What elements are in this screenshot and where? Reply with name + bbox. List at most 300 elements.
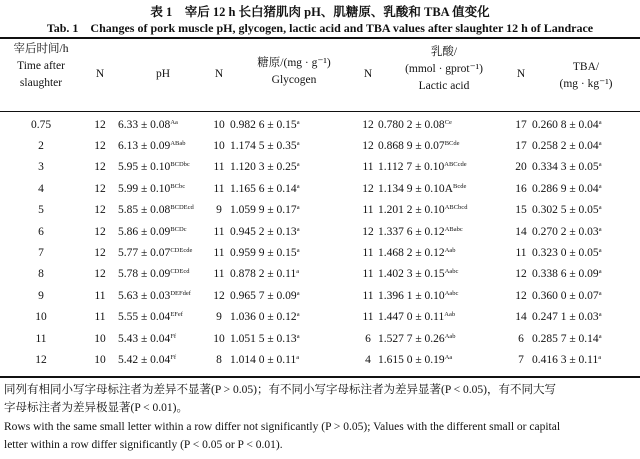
cell-n-tba: [510, 200, 532, 221]
cell-glycogen-significance-letters: a: [296, 289, 300, 297]
cell-n-ph-value: 10: [94, 332, 106, 345]
cell-ph-significance-letters: BCDc: [170, 225, 187, 233]
table-row: [0, 307, 640, 328]
cell-tba-value: 0.247 1 ± 0.03: [532, 311, 599, 324]
cell-lactic: [378, 328, 510, 349]
cell-glycogen: [230, 264, 358, 285]
cell-ph: [118, 242, 208, 263]
cell-tba-value: 0.302 5 ± 0.05: [532, 204, 599, 217]
cell-n-ph: [82, 135, 118, 156]
cell-glycogen-significance-letters: a: [296, 247, 300, 255]
cell-tba: [532, 178, 640, 199]
cell-n-glycogen-value: 12: [213, 289, 225, 302]
cell-time: [0, 200, 82, 221]
header-tba: [532, 59, 640, 93]
cell-n-glycogen-value: 11: [213, 225, 225, 238]
cell-time: [0, 114, 82, 135]
cell-lactic-value: 1.112 7 ± 0.10: [378, 161, 445, 174]
cell-n-glycogen: [208, 285, 230, 306]
cell-tba-value: 0.338 6 ± 0.09: [532, 268, 599, 281]
header-n-2: N: [214, 68, 224, 80]
cell-n-lactic: [358, 157, 378, 178]
cell-lactic-value: 1.201 2 ± 0.10: [378, 204, 445, 217]
cell-time-value: 0.75: [30, 118, 52, 131]
cell-lactic: [378, 114, 510, 135]
cell-glycogen: [230, 135, 358, 156]
cell-n-ph: [82, 328, 118, 349]
bottom-rule: [0, 376, 640, 378]
cell-n-glycogen: [208, 178, 230, 199]
cell-lactic: [378, 242, 510, 263]
cell-tba-significance-letters: a: [598, 268, 602, 276]
cell-time-value: 10: [35, 311, 47, 324]
cell-lactic: [378, 307, 510, 328]
cell-tba-value: 0.260 8 ± 0.04: [532, 118, 599, 131]
cell-time-value: 9: [38, 289, 44, 302]
cell-n-glycogen-value: 9: [216, 311, 222, 324]
cell-lactic-significance-letters: ABCbcd: [444, 204, 468, 212]
cell-time: [0, 178, 82, 199]
cell-lactic-significance-letters: BCde: [444, 140, 460, 148]
cell-glycogen-significance-letters: a: [296, 140, 300, 148]
cell-tba-significance-letters: a: [598, 161, 602, 169]
cell-lactic: [378, 221, 510, 242]
cell-tba: [532, 157, 640, 178]
table-body: [0, 114, 640, 371]
cell-ph: [118, 328, 208, 349]
cell-lactic-significance-letters: Aab: [444, 311, 456, 319]
cell-n-ph-value: 12: [94, 182, 106, 195]
cell-tba: [532, 114, 640, 135]
cell-tba-value: 0.323 0 ± 0.05: [532, 247, 599, 260]
cell-ph-value: 5.95 ± 0.10: [118, 161, 171, 174]
cell-time: [0, 285, 82, 306]
cell-glycogen-significance-letters: a: [296, 225, 300, 233]
cell-lactic-significance-letters: Aab: [444, 332, 456, 340]
cell-n-ph-value: 12: [94, 225, 106, 238]
header-rule: [0, 111, 640, 112]
cell-glycogen-value: 0.959 9 ± 0.15: [230, 247, 297, 260]
cell-tba-significance-letters: a: [598, 118, 602, 126]
cell-glycogen: [230, 157, 358, 178]
cell-n-glycogen: [208, 242, 230, 263]
cell-n-ph-value: 12: [94, 204, 106, 217]
cell-n-glycogen-value: 10: [213, 118, 225, 131]
cell-lactic: [378, 178, 510, 199]
header-ph: pH: [155, 68, 171, 80]
cell-n-tba: [510, 178, 532, 199]
cell-lactic-significance-letters: ABCcde: [444, 161, 467, 169]
cell-ph-value: 6.13 ± 0.09: [118, 140, 171, 153]
cell-tba-value: 0.360 0 ± 0.07: [532, 289, 599, 302]
table-title-en: Tab. 1 Changes of pork muscle pH, glycogen, lactic acid and TBA values after slaughter 12 h of Landrace: [46, 21, 594, 35]
cell-ph-significance-letters: BCDEcd: [170, 204, 194, 212]
header-tba-name: TBA/: [572, 61, 600, 73]
cell-n-tba-value: 12: [515, 289, 527, 302]
cell-ph-significance-letters: BCDbc: [170, 161, 190, 169]
cell-glycogen-value: 1.174 5 ± 0.35: [230, 140, 297, 153]
cell-n-glycogen: [208, 114, 230, 135]
cell-n-tba-value: 6: [518, 332, 524, 345]
cell-glycogen-value: 0.878 2 ± 0.11: [230, 268, 297, 281]
cell-ph-significance-letters: Aa: [170, 118, 178, 126]
cell-glycogen-significance-letters: a: [296, 268, 300, 276]
cell-tba-significance-letters: a: [598, 247, 602, 255]
cell-n-tba: [510, 328, 532, 349]
cell-n-glycogen-value: 11: [213, 268, 225, 281]
cell-n-tba: [510, 114, 532, 135]
table-row: [0, 157, 640, 178]
cell-time-value: 2: [38, 140, 44, 153]
cell-n-ph: [82, 349, 118, 370]
cell-time-value: 3: [38, 161, 44, 174]
cell-ph-significance-letters: Ff: [170, 332, 177, 340]
cell-n-lactic-value: 11: [362, 289, 374, 302]
cell-glycogen-value: 1.014 0 ± 0.11: [230, 353, 297, 366]
cell-lactic-value: 1.468 2 ± 0.12: [378, 247, 445, 260]
cell-ph-significance-letters: EFef: [170, 311, 183, 319]
cell-ph: [118, 285, 208, 306]
cell-ph: [118, 200, 208, 221]
cell-tba: [532, 264, 640, 285]
cell-n-ph: [82, 285, 118, 306]
cell-lactic-value: 0.780 2 ± 0.08: [378, 118, 445, 131]
cell-glycogen-value: 1.120 3 ± 0.25: [230, 161, 297, 174]
cell-time: [0, 157, 82, 178]
cell-tba: [532, 285, 640, 306]
cell-glycogen-value: 1.059 9 ± 0.17: [230, 204, 297, 217]
cell-n-glycogen: [208, 349, 230, 370]
cell-lactic-significance-letters: Aabc: [444, 289, 459, 297]
cell-n-lactic-value: 12: [362, 118, 374, 131]
cell-time-value: 6: [38, 225, 44, 238]
note-cn-2: 字母标注者为差异极显著(P < 0.01)。: [4, 402, 188, 414]
cell-n-tba-value: 16: [515, 182, 527, 195]
header-lactic-unit: (mmol · gprot⁻¹): [405, 63, 483, 75]
cell-ph: [118, 114, 208, 135]
header-n-4: N: [516, 68, 526, 80]
header-glycogen-en: Glycogen: [271, 74, 317, 86]
cell-n-tba-value: 7: [518, 353, 524, 366]
cell-n-lactic-value: 11: [362, 268, 374, 281]
cell-n-glycogen-value: 11: [213, 161, 225, 174]
cell-ph: [118, 349, 208, 370]
cell-glycogen: [230, 285, 358, 306]
cell-n-lactic-value: 12: [362, 182, 374, 195]
cell-n-glycogen: [208, 157, 230, 178]
cell-ph: [118, 264, 208, 285]
cell-ph: [118, 178, 208, 199]
cell-tba-significance-letters: a: [598, 140, 602, 148]
cell-tba: [532, 221, 640, 242]
cell-n-tba-value: 20: [515, 161, 527, 174]
cell-n-glycogen-value: 11: [213, 247, 225, 260]
cell-n-ph-value: 10: [94, 353, 106, 366]
cell-ph-value: 5.43 ± 0.04: [118, 332, 171, 345]
cell-time: [0, 264, 82, 285]
cell-glycogen-value: 1.051 5 ± 0.13: [230, 332, 297, 345]
cell-n-lactic: [358, 307, 378, 328]
cell-n-tba-value: 11: [515, 247, 527, 260]
cell-n-lactic: [358, 349, 378, 370]
cell-ph-significance-letters: BCbc: [170, 182, 186, 190]
table-row: [0, 135, 640, 156]
cell-time-value: 5: [38, 204, 44, 217]
note-cn-1: 同列有相同小写字母标注者为差异不显著(P > 0.05)；有不同小写字母标注者为差异显著(P < 0.05)，有不同大写: [4, 384, 556, 396]
cell-lactic-value: 1.396 1 ± 0.10: [378, 289, 445, 302]
table-row: [0, 328, 640, 349]
cell-n-tba: [510, 285, 532, 306]
cell-time-value: 12: [35, 353, 47, 366]
top-rule: [0, 37, 640, 39]
cell-n-lactic: [358, 135, 378, 156]
table-row: [0, 264, 640, 285]
cell-tba-significance-letters: a: [598, 204, 602, 212]
cell-glycogen-value: 1.165 6 ± 0.14: [230, 182, 297, 195]
cell-n-lactic: [358, 221, 378, 242]
cell-glycogen: [230, 200, 358, 221]
cell-lactic-value: 1.615 0 ± 0.19: [378, 353, 445, 366]
cell-n-glycogen-value: 10: [213, 140, 225, 153]
cell-time: [0, 349, 82, 370]
header-lactic-en: Lactic acid: [418, 80, 470, 92]
cell-ph-value: 5.77 ± 0.07: [118, 247, 171, 260]
cell-n-tba-value: 14: [515, 225, 527, 238]
cell-tba: [532, 328, 640, 349]
cell-lactic-value: 1.134 9 ± 0.10A: [378, 182, 453, 195]
cell-n-ph-value: 11: [94, 289, 106, 302]
cell-glycogen: [230, 328, 358, 349]
cell-glycogen-value: 0.982 6 ± 0.15: [230, 118, 297, 131]
note-en-2: letter within a row differ significantly (P < 0.05 or P < 0.01).: [4, 439, 283, 451]
cell-tba-significance-letters: a: [598, 289, 602, 297]
header-lactic: [378, 44, 510, 95]
cell-ph-value: 5.42 ± 0.04: [118, 353, 171, 366]
cell-n-tba-value: 12: [515, 268, 527, 281]
cell-n-glycogen-value: 10: [213, 332, 225, 345]
cell-n-ph-value: 12: [94, 268, 106, 281]
header-glycogen: [230, 55, 358, 89]
cell-n-lactic-value: 12: [362, 225, 374, 238]
cell-n-tba: [510, 221, 532, 242]
cell-lactic: [378, 157, 510, 178]
cell-n-lactic: [358, 200, 378, 221]
cell-lactic: [378, 200, 510, 221]
cell-n-tba-value: 17: [515, 140, 527, 153]
cell-n-lactic-value: 12: [362, 140, 374, 153]
cell-n-lactic: [358, 242, 378, 263]
table-row: [0, 242, 640, 263]
header-time-cn: 宰后时间/h: [13, 43, 69, 55]
cell-ph-value: 5.86 ± 0.09: [118, 225, 171, 238]
cell-n-tba-value: 14: [515, 311, 527, 324]
cell-n-ph: [82, 242, 118, 263]
cell-n-lactic-value: 11: [362, 161, 374, 174]
table-row: [0, 178, 640, 199]
cell-ph-significance-letters: CDEcd: [170, 268, 190, 276]
cell-n-lactic-value: 11: [362, 204, 374, 217]
cell-ph-value: 5.63 ± 0.03: [118, 289, 171, 302]
header-time-en-2: slaughter: [19, 77, 63, 89]
note-en-1: Rows with the same small letter within a row differ not significantly (P > 0.05); Values with the different small or capital: [4, 421, 561, 433]
cell-glycogen-significance-letters: a: [296, 353, 300, 361]
cell-n-glycogen-value: 9: [216, 204, 222, 217]
cell-lactic: [378, 135, 510, 156]
cell-glycogen-value: 0.965 7 ± 0.09: [230, 289, 297, 302]
cell-tba: [532, 307, 640, 328]
cell-glycogen-value: 0.945 2 ± 0.13: [230, 225, 297, 238]
cell-n-lactic: [358, 328, 378, 349]
cell-tba-value: 0.286 9 ± 0.04: [532, 182, 599, 195]
cell-glycogen-significance-letters: a: [296, 118, 300, 126]
cell-tba: [532, 349, 640, 370]
table-row: [0, 114, 640, 135]
cell-lactic-value: 1.402 3 ± 0.15: [378, 268, 445, 281]
cell-ph-value: 5.85 ± 0.08: [118, 204, 171, 217]
cell-n-lactic-value: 4: [365, 353, 371, 366]
cell-n-ph: [82, 114, 118, 135]
cell-n-ph-value: 12: [94, 118, 106, 131]
cell-lactic-significance-letters: ABabc: [444, 225, 463, 233]
cell-glycogen-significance-letters: a: [296, 161, 300, 169]
cell-n-lactic-value: 11: [362, 311, 374, 324]
cell-tba-value: 0.258 2 ± 0.04: [532, 140, 599, 153]
cell-time-value: 7: [38, 247, 44, 260]
cell-time: [0, 307, 82, 328]
cell-ph-significance-letters: ABab: [170, 140, 186, 148]
cell-time-value: 4: [38, 182, 44, 195]
cell-n-ph: [82, 178, 118, 199]
cell-lactic-significance-letters: Aa: [444, 353, 453, 361]
cell-n-lactic-value: 6: [365, 332, 371, 345]
cell-ph-value: 5.55 ± 0.04: [118, 311, 171, 324]
cell-n-ph-value: 12: [94, 247, 106, 260]
cell-glycogen: [230, 178, 358, 199]
cell-time-value: 11: [35, 332, 47, 345]
header-time: [0, 41, 82, 92]
cell-n-tba: [510, 157, 532, 178]
cell-ph: [118, 221, 208, 242]
cell-n-ph: [82, 200, 118, 221]
cell-n-tba-value: 17: [515, 118, 527, 131]
cell-n-ph-value: 12: [94, 140, 106, 153]
cell-lactic-value: 1.527 7 ± 0.26: [378, 332, 445, 345]
cell-n-tba: [510, 242, 532, 263]
cell-lactic-significance-letters: Bcde: [453, 182, 467, 190]
data-table: [0, 114, 640, 371]
table-row: [0, 285, 640, 306]
cell-ph: [118, 157, 208, 178]
cell-n-ph: [82, 264, 118, 285]
cell-n-lactic: [358, 178, 378, 199]
cell-glycogen-significance-letters: a: [296, 332, 300, 340]
cell-n-glycogen: [208, 200, 230, 221]
cell-n-ph: [82, 157, 118, 178]
cell-ph: [118, 307, 208, 328]
cell-ph-significance-letters: DEFdef: [170, 289, 191, 297]
table-row: [0, 349, 640, 370]
cell-glycogen-significance-letters: a: [296, 182, 300, 190]
cell-time-value: 8: [38, 268, 44, 281]
cell-n-tba: [510, 264, 532, 285]
cell-ph-value: 6.33 ± 0.08: [118, 118, 171, 131]
cell-n-ph: [82, 307, 118, 328]
cell-n-tba: [510, 135, 532, 156]
cell-lactic-value: 0.868 9 ± 0.07: [378, 140, 445, 153]
cell-n-lactic: [358, 264, 378, 285]
header-glycogen-unit: 糖原/(mg · g⁻¹): [257, 57, 331, 69]
cell-n-glycogen: [208, 307, 230, 328]
cell-n-glycogen-value: 11: [213, 182, 225, 195]
cell-tba-significance-letters: a: [598, 225, 602, 233]
cell-tba-value: 0.416 3 ± 0.11: [532, 353, 599, 366]
cell-lactic-value: 1.447 0 ± 0.11: [378, 311, 445, 324]
cell-time: [0, 328, 82, 349]
cell-n-glycogen-value: 8: [216, 353, 222, 366]
cell-lactic-value: 1.337 6 ± 0.12: [378, 225, 445, 238]
cell-tba-significance-letters: a: [598, 182, 602, 190]
cell-n-glycogen: [208, 264, 230, 285]
cell-tba: [532, 200, 640, 221]
header-n-1: N: [95, 68, 105, 80]
cell-ph-value: 5.99 ± 0.10: [118, 182, 171, 195]
cell-ph: [118, 135, 208, 156]
header-tba-unit: (mg · kg⁻¹): [559, 78, 613, 90]
cell-n-glycogen: [208, 328, 230, 349]
cell-lactic: [378, 285, 510, 306]
cell-n-ph-value: 12: [94, 161, 106, 174]
cell-lactic: [378, 264, 510, 285]
cell-n-ph-value: 11: [94, 311, 106, 324]
header-time-en-1: Time after: [17, 60, 65, 72]
cell-glycogen: [230, 307, 358, 328]
cell-glycogen-significance-letters: a: [296, 311, 300, 319]
cell-n-tba: [510, 307, 532, 328]
cell-tba: [532, 135, 640, 156]
cell-tba-value: 0.285 7 ± 0.14: [532, 332, 599, 345]
cell-glycogen-value: 1.036 0 ± 0.12: [230, 311, 297, 324]
cell-ph-value: 5.78 ± 0.09: [118, 268, 171, 281]
cell-tba-value: 0.334 3 ± 0.05: [532, 161, 599, 174]
cell-lactic: [378, 349, 510, 370]
table-row: [0, 200, 640, 221]
cell-n-glycogen: [208, 221, 230, 242]
cell-lactic-significance-letters: Aab: [444, 247, 456, 255]
cell-n-lactic: [358, 285, 378, 306]
cell-lactic-significance-letters: Aabc: [444, 268, 459, 276]
table-title-cn: 表 1 宰后 12 h 长白猪肌肉 pH、肌糖原、乳酸和 TBA 值变化: [150, 5, 490, 19]
cell-ph-significance-letters: CDEcde: [170, 247, 193, 255]
cell-tba-significance-letters: a: [598, 332, 602, 340]
cell-lactic-significance-letters: Ce: [444, 118, 452, 126]
cell-tba-value: 0.270 2 ± 0.03: [532, 225, 599, 238]
cell-glycogen-significance-letters: a: [296, 204, 300, 212]
cell-n-lactic: [358, 114, 378, 135]
cell-tba-significance-letters: a: [598, 311, 602, 319]
cell-n-lactic-value: 11: [362, 247, 374, 260]
cell-glycogen: [230, 221, 358, 242]
cell-n-tba: [510, 349, 532, 370]
cell-time: [0, 221, 82, 242]
cell-glycogen: [230, 114, 358, 135]
header-n-3: N: [363, 68, 373, 80]
cell-n-glycogen: [208, 135, 230, 156]
cell-glycogen: [230, 242, 358, 263]
cell-tba: [532, 242, 640, 263]
table-row: [0, 221, 640, 242]
cell-n-ph: [82, 221, 118, 242]
cell-glycogen: [230, 349, 358, 370]
